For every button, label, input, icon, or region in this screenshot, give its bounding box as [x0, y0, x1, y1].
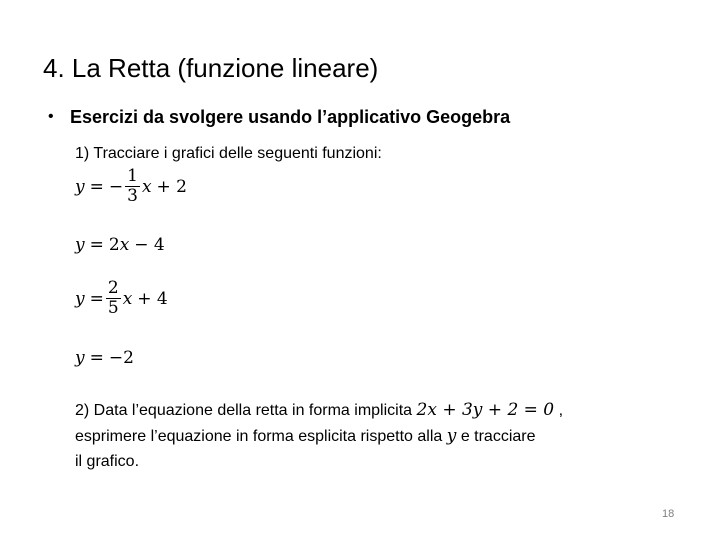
- eq3-lhs: y: [75, 288, 85, 309]
- implicit-equation: [417, 400, 555, 420]
- eq2-rest: − 4: [134, 235, 165, 255]
- eq3-denominator: 5: [107, 298, 119, 318]
- exercise-2-line-3: il grafico.: [75, 453, 140, 470]
- eq4-equals: =: [89, 348, 104, 368]
- exercise-2-line-2: [75, 424, 536, 449]
- equation-2: [75, 235, 165, 255]
- eq1-denominator: 3: [127, 186, 138, 206]
- implicit-equation-text: 2x + 3y + 2 = 0: [416, 400, 555, 420]
- eq4-lhs: y: [75, 348, 85, 368]
- eq1-sign: −: [108, 176, 124, 197]
- equation-1: [75, 167, 187, 206]
- exercise-2-var: y: [446, 426, 457, 446]
- eq3-rest: + 4: [137, 288, 168, 309]
- bullet-dot-icon: •: [48, 108, 54, 125]
- eq3-var: x: [122, 288, 133, 309]
- eq1-fraction: [125, 167, 140, 206]
- equation-3: [75, 279, 168, 318]
- exercise-2-text-a: 2) Data l’equazione della retta in forma implicita: [75, 402, 413, 419]
- eq2-equals: =: [89, 235, 104, 255]
- eq2-var: x: [119, 235, 130, 255]
- eq1-numerator: 1: [127, 166, 138, 186]
- eq3-numerator: 2: [107, 278, 119, 298]
- bullet-heading: [48, 104, 510, 130]
- slide-title: 4. La Retta (funzione lineare): [43, 53, 379, 83]
- eq1-rest: + 2: [156, 176, 187, 197]
- equation-4: [75, 348, 134, 368]
- bullet-text: Esercizi da svolgere usando l’applicativo Geogebra: [70, 106, 511, 127]
- exercise-2-comma: ,: [558, 402, 564, 419]
- eq1-lhs: y: [75, 176, 85, 197]
- exercise-1-prompt: 1) Tracciare i grafici delle seguenti funzioni:: [75, 145, 382, 162]
- eq3-fraction: [106, 279, 121, 318]
- page-number: 18: [662, 508, 675, 520]
- eq2-coef: 2: [108, 235, 120, 255]
- exercise-2-text-c: e tracciare: [460, 428, 536, 445]
- exercise-2-text-b: esprimere l’equazione in forma esplicita rispetto alla: [75, 428, 443, 445]
- eq1-var: x: [141, 176, 152, 197]
- eq3-equals: =: [89, 288, 104, 309]
- eq1-equals: =: [89, 176, 104, 197]
- eq4-rest: −2: [108, 348, 134, 368]
- eq2-lhs: y: [75, 235, 85, 255]
- exercise-2-line-1: [75, 398, 563, 423]
